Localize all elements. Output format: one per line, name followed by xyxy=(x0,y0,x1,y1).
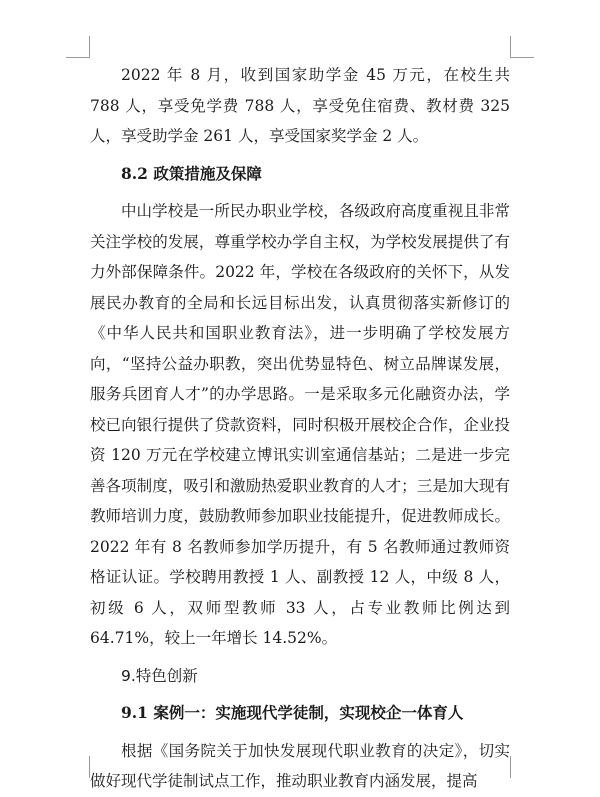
crop-mark-top-left-horizontal xyxy=(66,57,90,58)
paragraph-case-one: 根据《国务院关于加快发展现代职业教育的决定》，切实做好现代学徒制试点工作，推动职业教育内涵发展，提高 xyxy=(90,741,510,790)
crop-mark-bottom-right-vertical xyxy=(510,756,511,778)
document-body xyxy=(90,60,510,797)
heading-features-innovation: 9.特色创新 xyxy=(121,666,198,685)
paragraph-financial-aid: 2022 年 8 月，收到国家助学金 45 万元，在校生共 788 人，享受免学费 788 人，享受免住宿费、教材费 325 人，享受助学金 261 人，享受国家奖学金 2 人。 xyxy=(90,66,510,145)
crop-mark-top-left-vertical xyxy=(89,36,90,58)
heading-case-one: 9.1 案例一：实施现代学徒制，实现校企一体育人 xyxy=(121,703,464,722)
heading-policy-measures: 8.2 政策措施及保障 xyxy=(121,163,262,183)
crop-mark-top-right-horizontal xyxy=(510,57,534,58)
paragraph-policy-measures: 中山学校是一所民办职业学校，各级政府高度重视且非常关注学校的发展，尊重学校办学自主权，为学校发展提供了有力外部保障条件。2022 年，学校在各级政府的关怀下，从发展民办教育的全局和长远目标出发，认真贯彻落实新修订的《中华人民共和国职业教育法》，进一步明确了学校发展方向，“坚持公益办职教，突出优势显特色、树立品牌谋发展，服务兵团育人才”的办学思路。一是采取多元化融资办法，学校已向银行提供了贷款资料，同时积极开展校企合作，企业投资 120 万元在学校建立博讯实训室通信基站；二是进一步完善各项制度，吸引和激励热爱职业教育的人才；三是加大现有教师培训力度，鼓励教师参加职业技能提升，促进教师成长。2022 年有 8 名教师参加学历提升，有 5 名教师通过教师资格证认证。学校聘用教授 1 人、副教授 12 人，中级 8 人，初级 6 人，双师型教师 33 人，占专业教师比例达到 64.71%，较上一年增长 14.52%。 xyxy=(90,202,510,647)
crop-mark-top-right-vertical xyxy=(510,36,511,58)
